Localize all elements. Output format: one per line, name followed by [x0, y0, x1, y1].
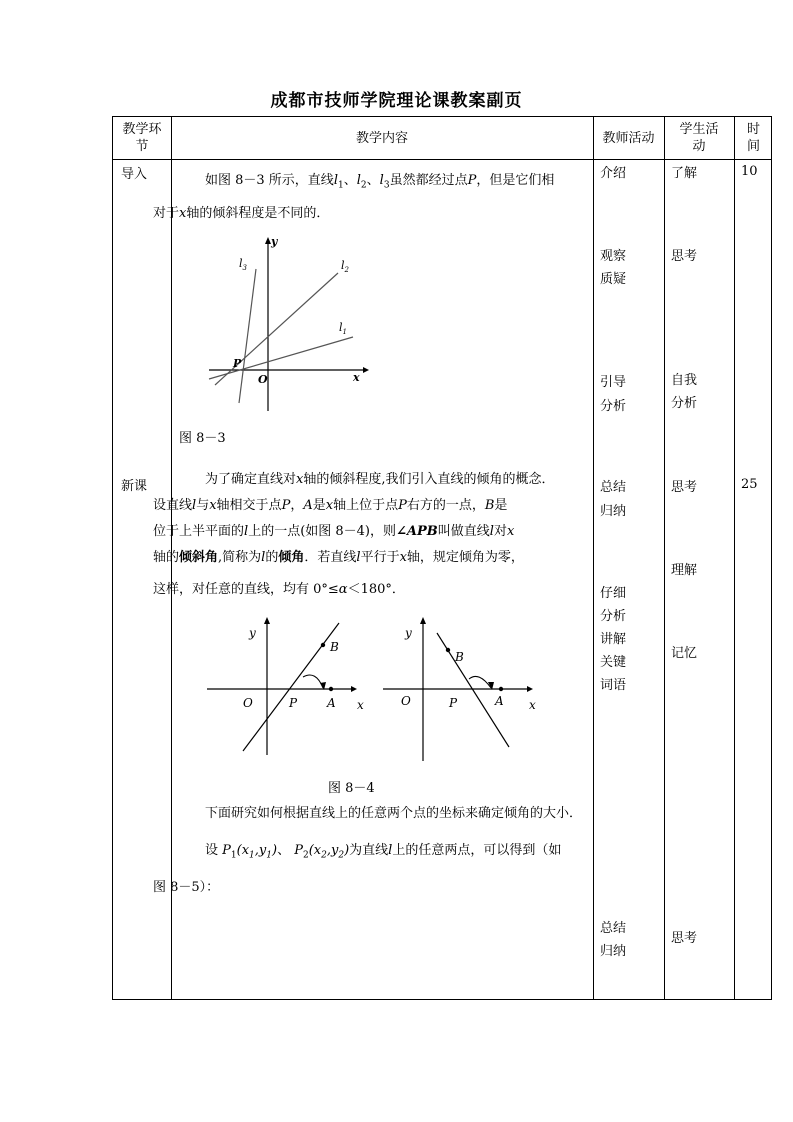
teacher-act: 仔细: [600, 586, 627, 601]
teacher-act: 引导: [600, 375, 627, 390]
teacher-act: 分析: [600, 609, 627, 624]
teacher-act: 质疑: [600, 272, 627, 287]
point-a: [499, 687, 503, 691]
teacher-act: 总结: [600, 480, 627, 495]
angle-arc: [469, 676, 491, 688]
point-b: [446, 648, 450, 652]
col-divider: [664, 117, 665, 999]
label-o: O: [258, 373, 268, 386]
coords-intro-paragraph: 下面研究如何根据直线上的任意两个点的坐标来确定倾角的大小．: [205, 806, 583, 821]
point-a: [329, 687, 333, 691]
teacher-act: 分析: [600, 399, 627, 414]
label-p: P: [233, 357, 242, 370]
header-content: 教学内容: [355, 130, 408, 146]
line-l3: [239, 269, 256, 403]
content-coords: [153, 801, 589, 904]
lesson-table: [112, 116, 772, 1000]
header-student: 学生活动: [679, 122, 719, 154]
teacher-act: 总结: [600, 921, 627, 936]
label-a: A: [327, 696, 336, 710]
teacher-act: 关键: [600, 655, 627, 670]
label-y: y: [405, 626, 412, 640]
x-arrow-icon: [363, 367, 369, 373]
student-act: 理解: [671, 563, 698, 578]
time-new: 25: [741, 477, 758, 492]
label-l3: $l_3$: [239, 257, 247, 272]
header-divider: [113, 159, 771, 160]
label-y: y: [271, 235, 278, 248]
student-act: 记忆: [671, 646, 698, 661]
label-o: O: [243, 696, 253, 710]
intro-paragraph: 如图 8－3 所示，直线$l_1$、$l_2$、$l_3$虽然都经过点P，但是它们相 对于x轴的倾斜程度是不同的．: [153, 173, 555, 221]
student-act: 思考: [671, 480, 698, 495]
content-intro: [153, 167, 587, 228]
label-x: x: [353, 371, 360, 384]
section-intro: 导入: [121, 167, 148, 182]
coords-points-paragraph: 设 $P_1(x_1,y_1)$、 $P_2(x_2,y_2)$为直线l上的任意两点，可以得到（如 图 8－5）：: [153, 843, 562, 895]
label-x: x: [357, 698, 364, 712]
line-l1: [209, 337, 353, 379]
y-arrow-icon: [420, 617, 426, 624]
label-b: B: [455, 650, 464, 664]
student-act: 思考: [671, 931, 698, 946]
section-new: 新课: [121, 479, 148, 494]
time-intro: 10: [741, 164, 758, 179]
x-arrow-icon: [351, 686, 357, 692]
teacher-act: 介绍: [600, 166, 627, 181]
figure-8-3-caption: 图 8－3: [179, 431, 226, 446]
label-l1: $l_1$: [339, 321, 347, 336]
teacher-act: 归纳: [600, 944, 627, 959]
student-act: 分析: [671, 396, 698, 411]
teacher-act: 观察: [600, 249, 627, 264]
y-arrow-icon: [264, 617, 270, 624]
label-l2: $l_2$: [341, 259, 349, 274]
angle-arc: [303, 675, 323, 688]
label-y: y: [249, 626, 256, 640]
header-teacher: 教师活动: [602, 130, 655, 146]
label-x: x: [529, 698, 536, 712]
x-arrow-icon: [527, 686, 533, 692]
teacher-act: 词语: [600, 678, 627, 693]
header-time: 时间: [746, 122, 760, 154]
figure-8-4-left: [203, 615, 368, 755]
student-act: 思考: [671, 249, 698, 264]
label-p: P: [449, 696, 458, 710]
point-b: [321, 643, 325, 647]
label-a: A: [495, 694, 504, 708]
teacher-act: 讲解: [600, 632, 627, 647]
definition-paragraph: 为了确定直线对x轴的倾斜程度,我们引入直线的倾角的概念． 设直线l与x轴相交于点P，A是x轴上位于点P右方的一点，B是 位于上半平面的l上的一点(如图 8－4)，则∠APB叫做直线l对x 轴的倾斜角,简称为l的倾角．若直线l平行于x轴，规定倾角为零， 这样，对任意的直线，均有 0°≤α＜180°．: [153, 472, 555, 597]
content-new: [153, 467, 589, 609]
label-p: P: [289, 696, 298, 710]
figure-8-3: [203, 235, 373, 415]
figure-8-4-caption: 图 8－4: [328, 781, 375, 796]
col-divider: [593, 117, 594, 999]
student-act: 了解: [671, 166, 698, 181]
header-section: 教学环节: [122, 122, 162, 154]
col-divider: [734, 117, 735, 999]
page-title: 成都市技师学院理论课教案副页: [270, 91, 523, 111]
label-o: O: [401, 694, 411, 708]
student-act: 自我: [671, 373, 698, 388]
figure-8-4-right: [379, 615, 544, 765]
label-b: B: [330, 640, 339, 654]
teacher-act: 归纳: [600, 504, 627, 519]
